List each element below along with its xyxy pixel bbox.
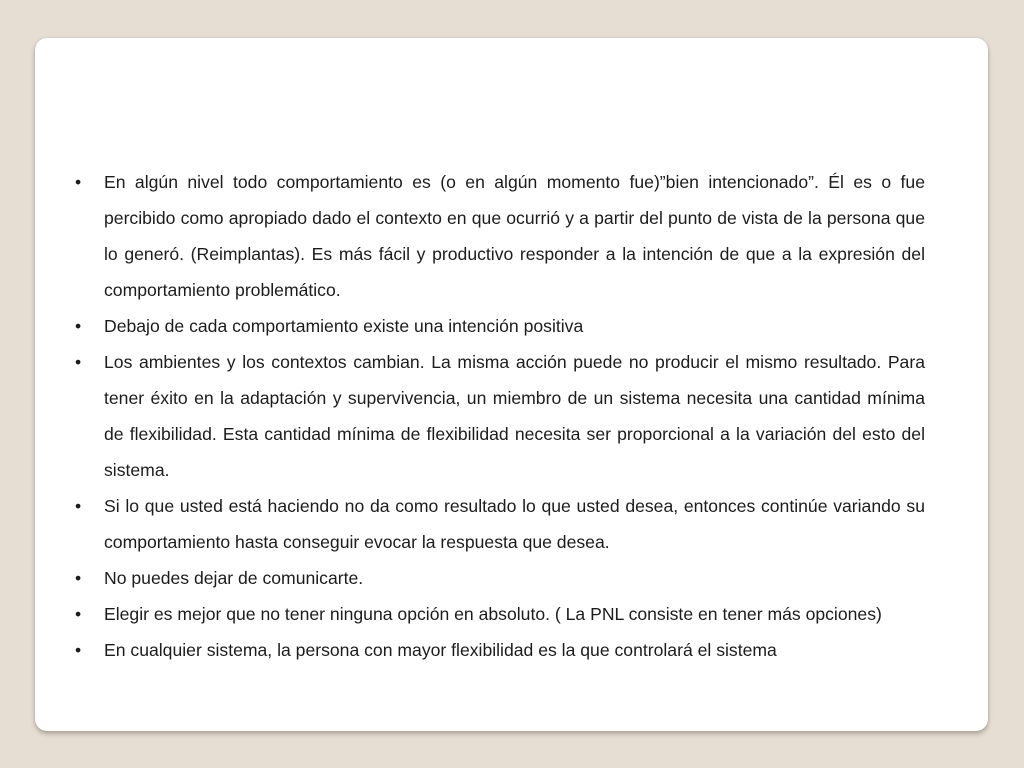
bullet-text: No puedes dejar de comunicarte.: [104, 568, 364, 588]
bullet-point: •: [75, 496, 82, 516]
bullet-item-5: [35, 560, 988, 596]
bullet-point: •: [75, 316, 82, 336]
bullet-text: Debajo de cada comportamiento existe una intención positiva: [104, 316, 584, 336]
bullet-point: •: [75, 352, 82, 372]
bullet-text: Elegir es mejor que no tener ninguna opción en absoluto. ( La PNL consiste en tener más opciones): [104, 604, 882, 624]
bullet-item-6: [35, 596, 988, 632]
bullet-text: En algún nivel todo comportamiento es (o en algún momento fue)”bien intencionado”. Él es o fue percibido como apropiado dado el contexto en que ocurrió y a partir del punto de vista de la persona que lo generó. (Reimplantas). Es más fácil y productivo responder a la intención de que a la expresión del comportamiento problemático.: [104, 172, 925, 300]
bullet-point: •: [75, 604, 82, 624]
bullet-item-3: [35, 344, 988, 488]
bullet-list: [35, 164, 988, 668]
bullet-item-4: [35, 488, 988, 560]
bullet-text: Si lo que usted está haciendo no da como resultado lo que usted desea, entonces continúe variando su comportamiento hasta conseguir evocar la respuesta que desea.: [104, 496, 925, 552]
bullet-text: En cualquier sistema, la persona con mayor flexibilidad es la que controlará el sistema: [104, 640, 777, 660]
bullet-point: •: [75, 568, 82, 588]
bullet-item-2: [35, 308, 988, 344]
bullet-point: •: [75, 172, 82, 192]
bullet-text: Los ambientes y los contextos cambian. La misma acción puede no producir el mismo resultado. Para tener éxito en la adaptación y supervivencia, un miembro de un sistema necesita una cantidad mínima de flexibilidad. Esta cantidad mínima de flexibilidad necesita ser proporcional a la variación del esto del sistema.: [104, 352, 925, 480]
bullet-point: •: [75, 640, 82, 660]
slide-card: [35, 38, 988, 731]
bullet-item-7: [35, 632, 988, 668]
bullet-item-1: [35, 164, 988, 308]
